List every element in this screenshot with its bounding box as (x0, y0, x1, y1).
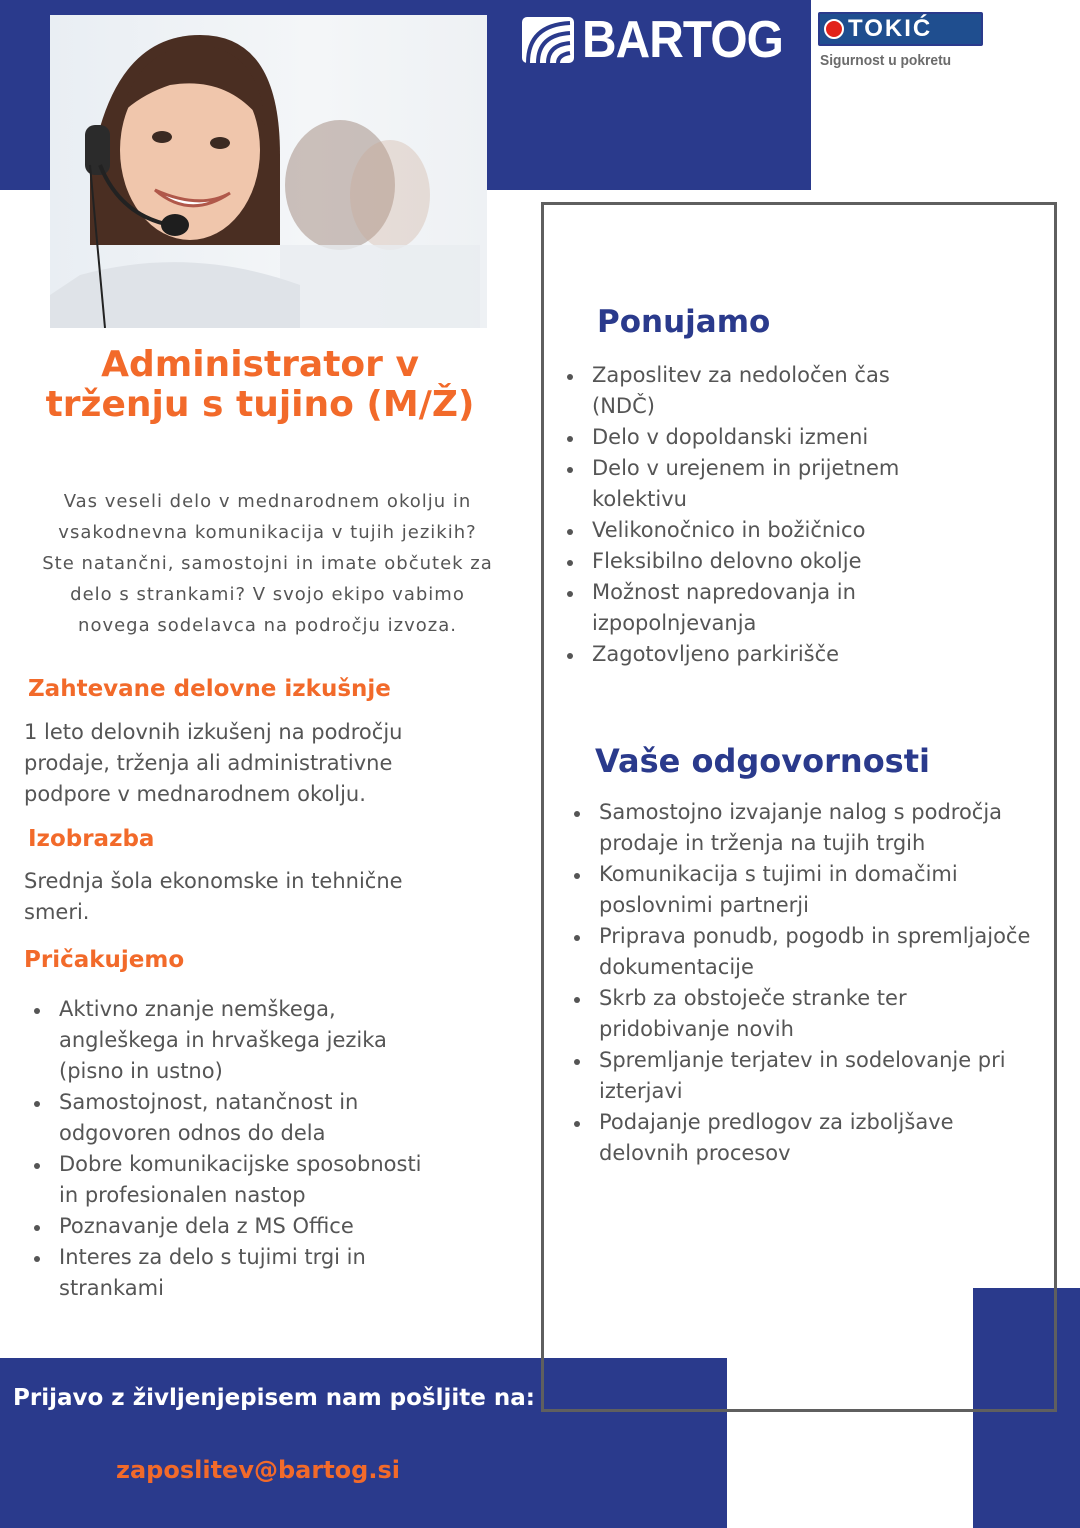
expectations-list (24, 994, 444, 1304)
offer-list (557, 360, 937, 670)
responsibilities-heading: Vaše odgovornosti (595, 742, 930, 780)
expectations-heading: Pričakujemo (24, 947, 185, 973)
job-title: Administrator v trženju s tujino (M/Ž) (45, 344, 475, 425)
tokic-slogan: Sigurnost u pokretu (820, 52, 952, 69)
list-item: Zagotovljeno parkirišče (557, 639, 937, 670)
list-item: Interes za delo s tujimi trgi in strankami (24, 1242, 444, 1304)
tokic-red-dot-icon (824, 19, 844, 39)
list-item: Dobre komunikacijske sposobnosti in profesionalen nastop (24, 1149, 444, 1211)
bartog-logo (522, 11, 800, 69)
job-intro: Vas veseli delo v mednarodnem okolju in vsakodnevna komunikacija v tujih jezikih? Ste natančni, samostojni in imate občutek za delo s strankami? V svojo ekipo vabimo novega sodelavca na področju izvoza. (42, 491, 493, 636)
list-item: Zaposlitev za nedoločen čas (NDČ) (557, 360, 937, 422)
list-item: Delo v dopoldanski izmeni (557, 422, 937, 453)
experience-text: 1 leto delovnih izkušenj na področju prodaje, trženja ali administrativne podpore v mednarodnem okolju. (24, 720, 403, 806)
bartog-wordmark: BARTOG (582, 11, 783, 69)
list-item: Aktivno znanje nemškega, angleškega in hrvaškega jezika (pisno in ustno) (24, 994, 444, 1087)
list-item: Podajanje predlogov za izboljšave delovnih procesov (564, 1107, 1034, 1169)
list-item: Spremljanje terjatev in sodelovanje pri izterjavi (564, 1045, 1034, 1107)
list-item: Samostojnost, natančnost in odgovoren odnos do dela (24, 1087, 444, 1149)
responsibilities-list (564, 797, 1034, 1169)
list-item: Poznavanje dela z MS Office (24, 1211, 444, 1242)
call-center-agent-illustration (50, 15, 487, 328)
offer-heading: Ponujamo (597, 304, 771, 340)
apply-instructions: Prijavo z življenjepisem nam pošljite na: (13, 1385, 535, 1411)
tokic-logo (818, 12, 983, 69)
list-item: Samostojno izvajanje nalog s področja prodaje in trženja na tujih trgih (564, 797, 1034, 859)
apply-email-link[interactable]: zaposlitev@bartog.si (116, 1456, 400, 1484)
list-item: Fleksibilno delovno okolje (557, 546, 937, 577)
list-item: Priprava ponudb, pogodb in spremljajoče dokumentacije (564, 921, 1034, 983)
list-item: Skrb za obstoječe stranke ter pridobivanje novih (564, 983, 1034, 1045)
bartog-signal-icon (522, 17, 574, 63)
list-item: Komunikacija s tujimi in domačimi poslovnimi partnerji (564, 859, 1034, 921)
list-item: Možnost napredovanja in izpopolnjevanja (557, 577, 937, 639)
hero-photo (50, 15, 487, 328)
education-heading: Izobrazba (28, 826, 155, 852)
list-item: Delo v urejenem in prijetnem kolektivu (557, 453, 937, 515)
list-item: Velikonočnico in božičnico (557, 515, 937, 546)
tokic-wordmark: TOKIĆ (848, 15, 933, 42)
experience-heading: Zahtevane delovne izkušnje (28, 676, 391, 702)
tokic-badge (818, 12, 983, 46)
education-text: Srednja šola ekonomske in tehnične smeri. (24, 869, 403, 924)
